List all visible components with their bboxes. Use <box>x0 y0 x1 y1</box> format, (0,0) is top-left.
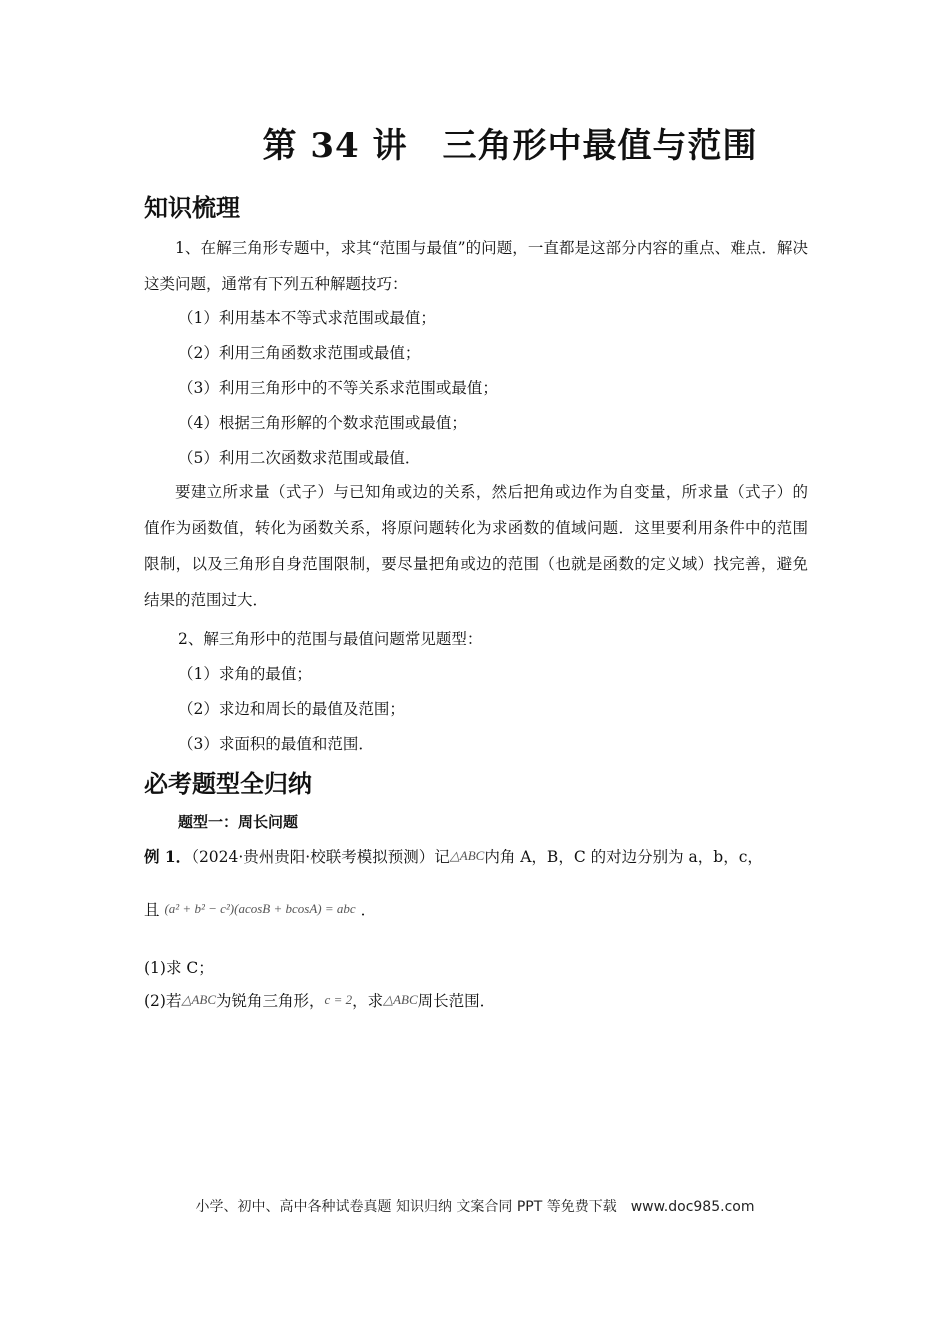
page-footer: 小学、初中、高中各种试卷真题 知识归纳 文案合同 PPT 等免费下载 www.doc985.com <box>195 1199 755 1215</box>
example-period: ． <box>360 901 377 919</box>
list-item: （3）利用三角形中的不等关系求范围或最值； <box>178 379 498 397</box>
paragraph-types: 2、解三角形中的范围与最值问题常见题型： <box>178 630 483 648</box>
example-line-2 <box>144 898 376 920</box>
example-label: 例 1． <box>144 847 192 866</box>
list-item: （1）利用基本不等式求范围或最值； <box>178 309 436 327</box>
example-formula: (a² + b² − c²)(acosB + bcosA) = abc <box>164 901 356 916</box>
q2-text-e: 周长范围． <box>417 992 496 1010</box>
example-line-1 <box>144 845 763 867</box>
q2-text-b: 为锐角三角形， <box>216 992 325 1010</box>
list-item: （2）利用三角函数求范围或最值； <box>178 344 421 362</box>
list-item: （4）根据三角形解的个数求范围或最值； <box>178 414 467 432</box>
example-text: 内角 A，B，C 的对边分别为 a，b，c， <box>484 848 763 866</box>
triangle-symbol: △ABC <box>383 992 418 1007</box>
list-item: （2）求边和周长的最值及范围； <box>178 700 405 718</box>
paragraph-method: 要建立所求量（式子）与已知角或边的关系，然后把角或边作为自变量，所求量（式子）的值作为函数值，转化为函数关系，将原问题转化为求函数的值域问题．这里要利用条件中的范围限制，以及三角形自身范围限制，要尽量把角或边的范围（也就是函数的定义域）找完善，避免结果的范围过大． <box>144 483 808 609</box>
triangle-symbol: △ABC <box>449 848 485 863</box>
question-1: (1)求 C； <box>144 959 214 977</box>
list-item: （3）求面积的最值和范围． <box>178 735 374 753</box>
type-title: 题型一：周长问题 <box>178 813 299 831</box>
triangle-symbol: △ABC <box>181 992 217 1007</box>
question-2 <box>144 989 495 1011</box>
page-title: 第 34 讲 三角形中最值与范围 <box>262 126 758 166</box>
paragraph-intro: 1、在解三角形专题中，求其“范围与最值”的问题，一直都是这部分内容的重点、难点．解决这类问题，通常有下列五种解题技巧： <box>144 239 808 293</box>
q2-text-a: (2)若 <box>144 992 182 1010</box>
example-qie: 且 <box>144 901 160 919</box>
example-source: （2024·贵州贵阳·校联考模拟预测）记 <box>191 848 450 866</box>
list-item: （5）利用二次函数求范围或最值． <box>178 449 421 467</box>
section-heading-types: 必考题型全归纳 <box>144 769 312 798</box>
section-heading-knowledge: 知识梳理 <box>144 193 240 222</box>
list-item: （1）求角的最值； <box>178 665 312 683</box>
q2-text-d: ，求 <box>352 992 384 1010</box>
q2-condition: c = 2 <box>324 992 353 1007</box>
